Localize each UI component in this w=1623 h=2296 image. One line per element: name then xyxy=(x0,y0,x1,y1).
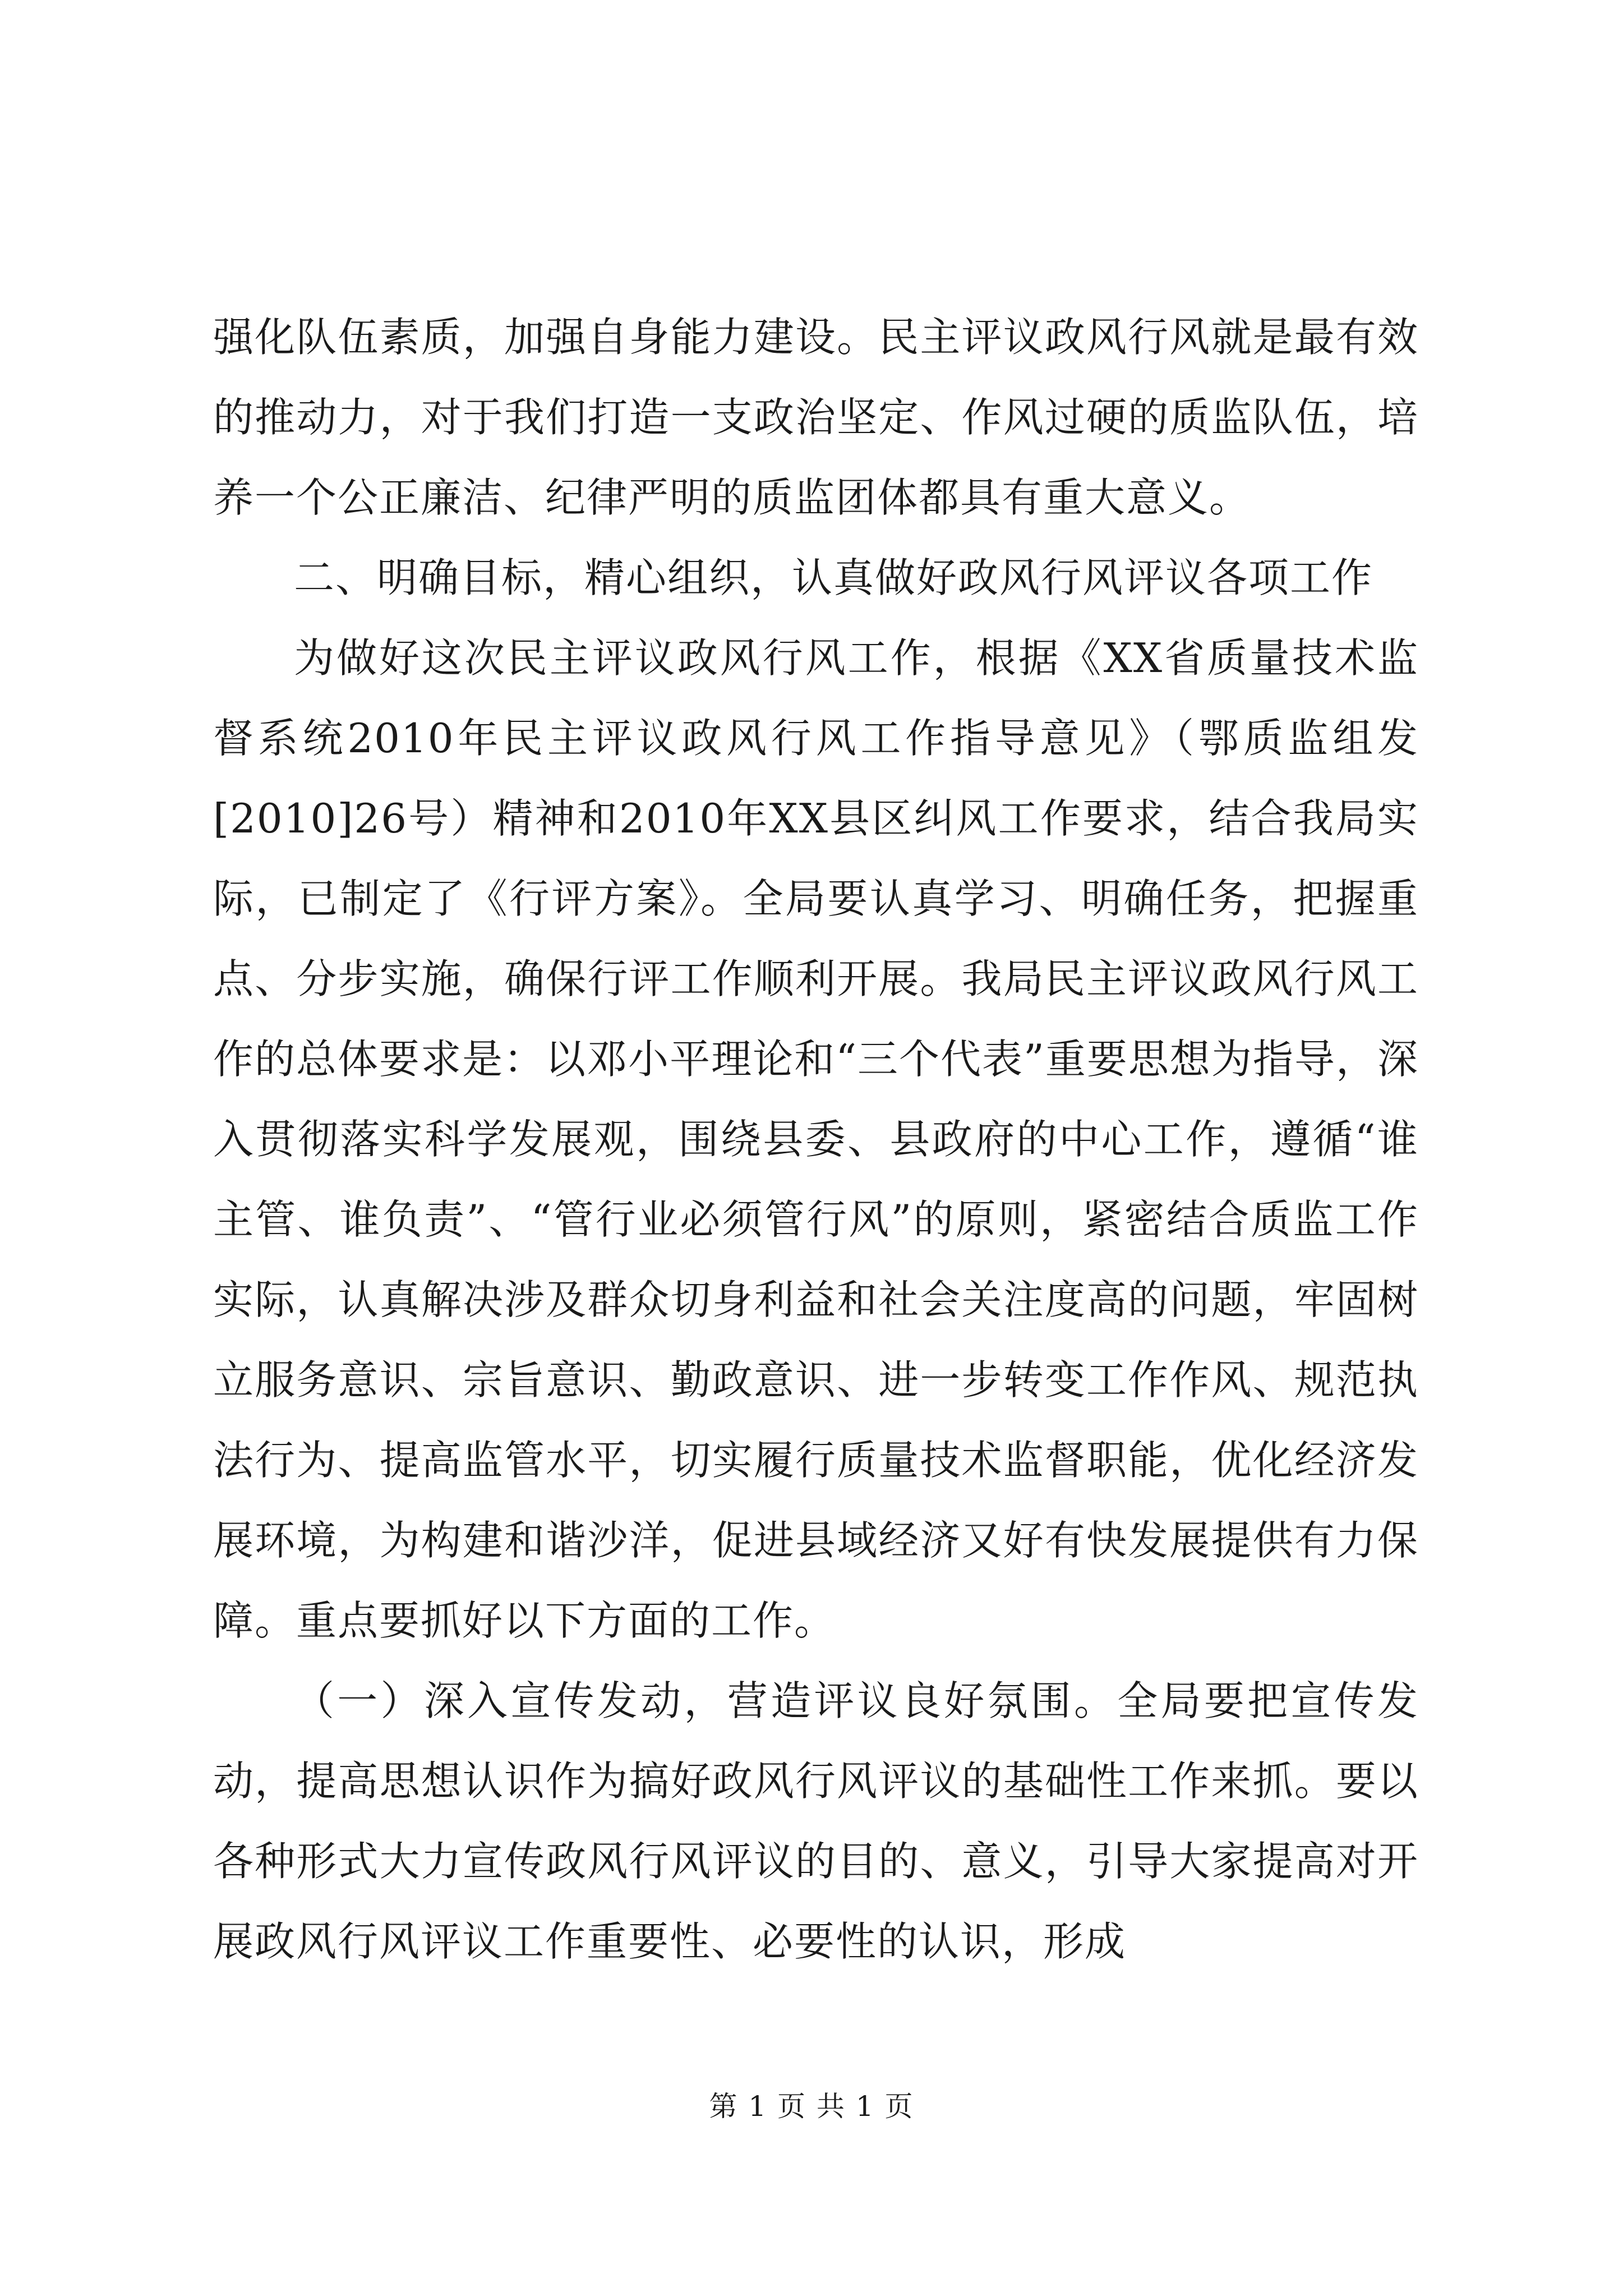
paragraph-subsection-1: （一）深入宣传发动，营造评议良好氛围。全局要把宣传发动，提高思想认识作为搞好政风行风评议的基础性工作来抓。要以各种形式大力宣传政风行风评议的目的、意义，引导大家提高对开展政风行风评议工作重要性、必要性的认识，形成 xyxy=(213,1677,1419,1965)
section-heading: 二、明确目标，精心组织，认真做好政风行风评议各项工作 xyxy=(294,554,1373,601)
paragraph-body: 为做好这次民主评议政风行风工作，根据《XX省质量技术监督系统2010年民主评议政风行风工作指导意见》（鄂质监组发[2010]26号）精神和2010年XX县区纠风工作要求，结合我局实际，已制定了《行评方案》。全局要认真学习、明确任务，把握重点、分步实施，确保行评工作顺利开展。我局民主评议政风行风工作的总体要求是：以邓小平理论和“三个代表”重要思想为指导，深入贯彻落实科学发展观，围绕县委、县政府的中心工作，遵循“谁主管、谁负责”、“管行业必须管行风”的原则，紧密结合质监工作实际，认真解决涉及群众切身利益和社会关注度高的问题，牢固树立服务意识、宗旨意识、勤政意识、进一步转变工作作风、规范执法行为、提高监管水平，切实履行质量技术监督职能，优化经济发展环境，为构建和谐沙洋，促进县域经济又好有快发展提供有力保障。重点要抓好以下方面的工作。 xyxy=(213,634,1419,1644)
paragraph-continuation: 强化队伍素质，加强自身能力建设。民主评议政风行风就是最有效的推动力，对于我们打造一支政治坚定、作风过硬的质监队伍，培养一个公正廉洁、纪律严明的质监团体都具有重大意义。 xyxy=(213,314,1419,521)
document-body xyxy=(213,297,1419,1982)
page-footer: 第 1 页 共 1 页 xyxy=(709,2090,914,2123)
